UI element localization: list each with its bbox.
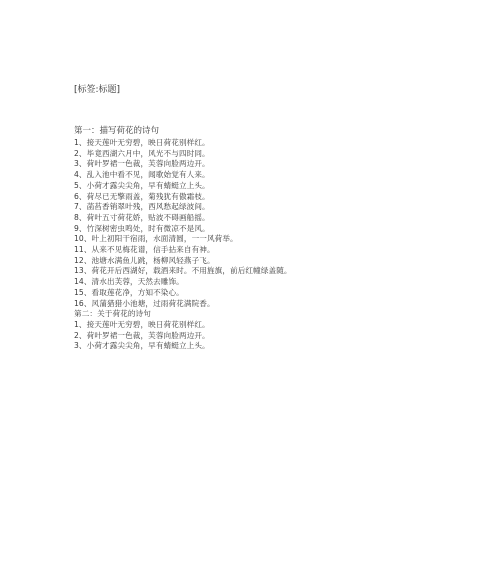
text-line: 15、看取莲花净，方知不染心。 [74, 287, 184, 297]
text-line: 14、清水出芙蓉，天然去雕饰。 [74, 277, 184, 287]
text-line: 10、叶上初阳干宿雨，水面清圆，一一风荷举。 [74, 234, 238, 244]
text-line: 3、小荷才露尖尖角，早有蜻蜓立上头。 [74, 341, 210, 351]
text-line: 9、竹深树密虫鸣处，时有微凉不是风。 [74, 223, 210, 233]
document-body [74, 138, 424, 352]
text-line: 5、小荷才露尖尖角，早有蜻蜓立上头。 [74, 180, 210, 190]
text-line: 3、荷叶罗裙一色裁，芙蓉向脸两边开。 [74, 159, 210, 169]
text-line: 7、菡萏香销翠叶残，西风愁起绿波间。 [74, 202, 210, 212]
text-line: 1、接天莲叶无穷碧，映日荷花别样红。 [74, 138, 210, 147]
text-line: 13、荷花开后西湖好，载酒来时。不用旌旗，前后红幢绿盖随。 [74, 266, 292, 276]
text-line: 11、从来不见梅花谱，信手拈来自有神。 [74, 245, 215, 255]
text-line: 8、荷叶五寸荷花娇，贴波不碍画船摇。 [74, 212, 210, 222]
document-title: [标签:标题] [74, 85, 121, 95]
text-line: 1、接天莲叶无穷碧，映日荷花别样红。 [74, 319, 210, 329]
text-line: 6、荷尽已无擎雨盖，菊残犹有傲霜枝。 [74, 191, 210, 201]
text-line: 4、乱入池中看不见，闻歌始觉有人来。 [74, 170, 210, 180]
section-title: 第一：描写荷花的诗句 [74, 126, 160, 136]
text-line: 16、风蒲猎猎小池塘，过雨荷花满院香。 [74, 298, 215, 308]
text-line: 12、池塘水满鱼儿跳，杨柳风轻燕子飞。 [74, 255, 215, 265]
text-line: 第二：关于荷花的诗句 [74, 309, 151, 319]
text-line: 2、荷叶罗裙一色裁，芙蓉向脸两边开。 [74, 330, 210, 340]
text-line: 2、毕竟西湖六月中，风光不与四时同。 [74, 148, 210, 158]
